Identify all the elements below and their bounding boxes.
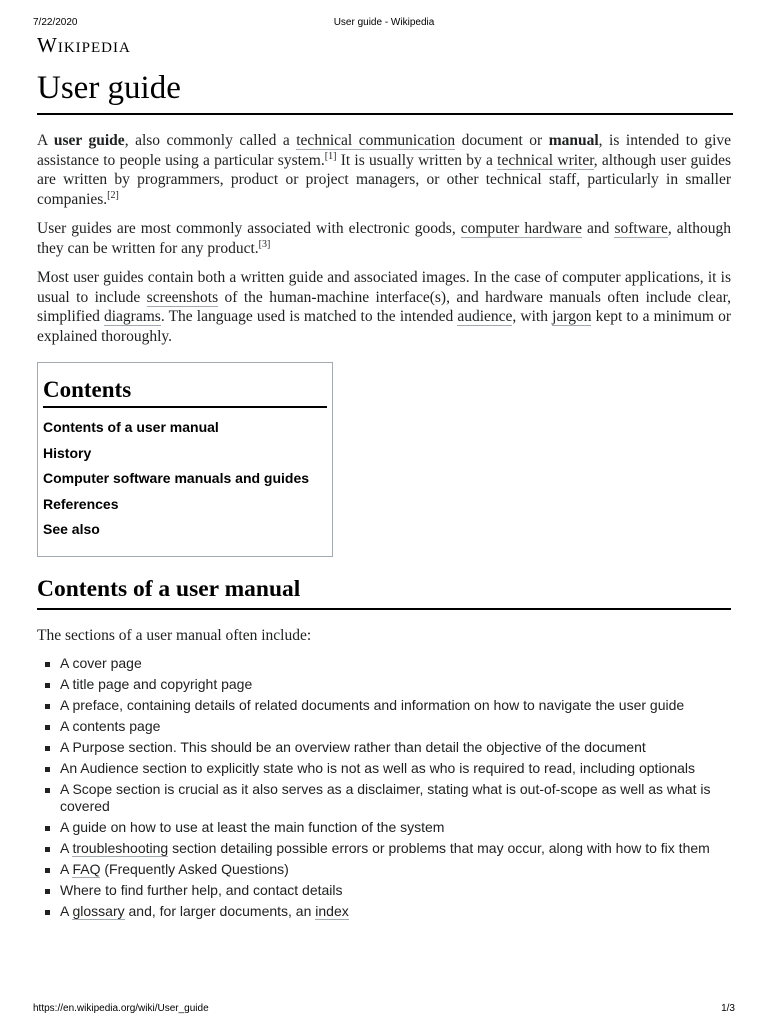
- print-url: https://en.wikipedia.org/wiki/User_guide: [33, 1003, 209, 1014]
- list-item: A Purpose section. This should be an overview rather than detail the objective of the document: [37, 739, 731, 756]
- link-computer-hardware[interactable]: computer hardware: [460, 220, 582, 237]
- list-item: A title page and copyright page: [37, 676, 731, 693]
- table-of-contents: [37, 362, 333, 557]
- page-title: User guide: [37, 70, 733, 115]
- link-diagrams[interactable]: diagrams: [104, 308, 161, 325]
- link-technical-communication[interactable]: technical communication: [296, 132, 456, 149]
- citation-1[interactable]: [1]: [324, 150, 337, 162]
- toc-item-computer-software-manuals[interactable]: Computer software manuals and guides: [43, 470, 310, 486]
- toc-item-references[interactable]: References: [43, 495, 119, 512]
- print-page-title: User guide - Wikipedia: [333, 17, 435, 28]
- wikipedia-wordmark[interactable]: Wikipedia: [37, 33, 131, 57]
- section-heading-contents-of-a-user-manual: Contents of a user manual: [37, 576, 731, 610]
- link-faq[interactable]: FAQ: [72, 861, 101, 877]
- intro-paragraph-2: User guides are most commonly associated with electronic goods, computer hardware and software, although they can be written for any product.[3]: [37, 220, 731, 257]
- toc-item-contents-of-a-user-manual[interactable]: Contents of a user manual: [43, 419, 219, 435]
- list-item: A cover page: [37, 655, 731, 672]
- manual-sections-list: [37, 655, 731, 920]
- link-software[interactable]: software: [614, 220, 668, 237]
- list-item: A FAQ (Frequently Asked Questions): [37, 861, 731, 878]
- toc-title: Contents: [43, 377, 327, 408]
- print-date: 7/22/2020: [33, 17, 78, 28]
- intro-paragraph-1: A user guide, also commonly called a technical communication document or manual, is intended to give assistance to people using a particular system.[1] It is usually written by a technical writer, although user guides are written by programmers, product or project managers, or other technical staff, particularly in smaller companies.[2]: [37, 132, 732, 208]
- toc-item-see-also[interactable]: See also: [43, 521, 100, 537]
- link-audience[interactable]: audience: [457, 308, 513, 325]
- list-item: A Scope section is crucial as it also serves as a disclaimer, stating what is out-of-scope as well as what is covered: [37, 781, 731, 815]
- list-item: Where to find further help, and contact details: [37, 882, 731, 899]
- list-item: A glossary and, for larger documents, an index: [37, 903, 731, 920]
- citation-2[interactable]: [2]: [107, 189, 119, 201]
- link-index[interactable]: index: [315, 903, 349, 919]
- citation-3[interactable]: [3]: [258, 238, 271, 250]
- list-item: A guide on how to use at least the main function of the system: [37, 819, 731, 836]
- print-page-number: 1/3: [721, 1003, 735, 1014]
- section-intro-text: The sections of a user manual often include:: [37, 626, 312, 644]
- toc-item-history[interactable]: History: [43, 444, 92, 461]
- article-body: [37, 131, 731, 924]
- list-item: A preface, containing details of related documents and information on how to navigate the user guide: [37, 697, 731, 714]
- link-jargon[interactable]: jargon: [552, 308, 592, 325]
- link-glossary[interactable]: glossary: [72, 903, 125, 919]
- link-screenshots[interactable]: screenshots: [146, 288, 219, 306]
- list-item: An Audience section to explicitly state who is not as well as who is required to read, including optionals: [37, 760, 731, 777]
- list-item: A troubleshooting section detailing possible errors or problems that may occur, along with how to fix them: [37, 840, 731, 857]
- link-troubleshooting[interactable]: troubleshooting: [72, 840, 169, 856]
- intro-paragraph-3: Most user guides contain both a written guide and associated images. In the case of computer applications, it is usual to include screenshots of the human-machine interface(s), and hardware manuals often include clear, simplified diagrams. The language used is matched to the intended audience, with jargon kept to a minimum or explained thoroughly.: [37, 269, 731, 345]
- link-technical-writer[interactable]: technical writer: [497, 151, 594, 169]
- list-item: A contents page: [37, 718, 731, 735]
